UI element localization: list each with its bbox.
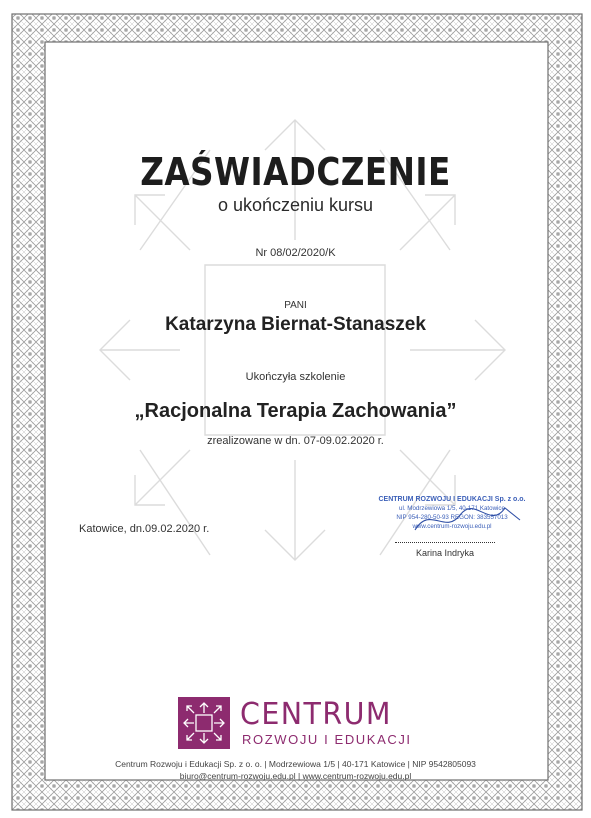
certificate-title: ZAŚWIADCZENIE <box>140 150 451 194</box>
arrows-out-icon <box>178 697 230 749</box>
salutation: PANI <box>284 300 307 311</box>
footer-address: Centrum Rozwoju i Edukacji Sp. z o. o. | Modrzewiowa 1/5 | 40-171 Katowice | NIP 9542805093 <box>115 759 476 769</box>
footer-contact: biuro@centrum-rozwoju.edu.pl | www.centrum-rozwoju.edu.pl <box>179 771 412 781</box>
realized-dates: zrealizowane w dn. 07-09.02.2020 r. <box>207 435 384 447</box>
course-name: „Racjonalna Terapia Zachowania” <box>134 400 457 422</box>
certificate-subtitle: o ukończeniu kursu <box>217 195 374 215</box>
completed-text: Ukończyła szkolenie <box>245 371 346 383</box>
handwritten-signature <box>410 500 530 540</box>
stamp-line-nip: NIP 954-280-50-93 REGON: 383557013 <box>396 514 508 521</box>
stamp-line-company: CENTRUM ROZWOJU I EDUKACJI Sp. z o.o. <box>378 496 526 503</box>
certificate-number: Nr 08/02/2020/K <box>255 247 336 259</box>
place-date: Katowice, dn.09.02.2020 r. <box>79 523 210 535</box>
signer-name: Karina Indryka <box>415 548 475 558</box>
brand-name-line2: ROZWOJU I EDUKACJI <box>242 732 412 747</box>
stamp-line-www: www.centrum-rozwoju.edu.pl <box>412 523 492 530</box>
brand-name-line1: CENTRUM <box>240 697 392 732</box>
signature-line <box>395 542 495 543</box>
stamp-line-address: ul. Modrzewiowa 1/5, 40-171 Katowice <box>399 505 505 512</box>
participant-name: Katarzyna Biernat-Stanaszek <box>165 314 426 335</box>
